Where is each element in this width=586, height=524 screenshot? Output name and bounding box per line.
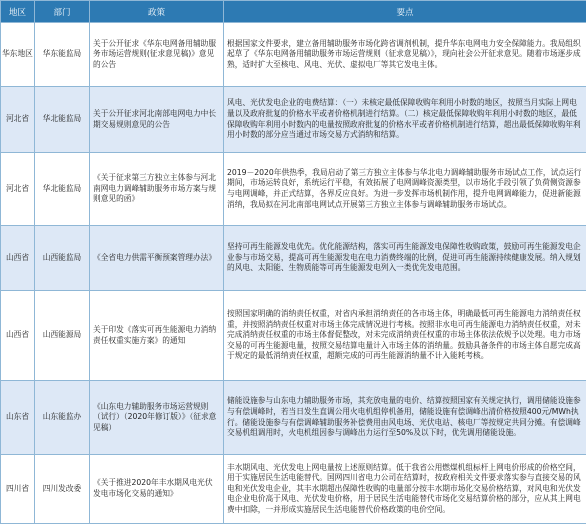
cell-policy: 《全省电力供需平衡预案管理办法》 — [90, 226, 224, 291]
cell-department: 四川发改委 — [35, 455, 90, 524]
cell-policy: 关于公开征求《华东电网备用辅助服务市场运营规则(征求意见稿)》意见的公告 — [90, 23, 224, 87]
cell-department: 山东能监办 — [35, 381, 90, 455]
table-row — [1, 291, 586, 381]
cell-region: 山西省 — [1, 291, 35, 381]
cell-department: 华北能监局 — [35, 153, 90, 226]
cell-department: 山西能监局 — [35, 226, 90, 291]
cell-region: 山东省 — [1, 381, 35, 455]
table-row — [1, 87, 586, 153]
cell-points: 2019－2020年供热季，我局启动了第三方独立主体参与华北电力调峰辅助服务市场试点工作，试点运行期间，市场运转良好，系统运行平稳，有效拓展了电网调峰资源类型，以市场化手段引领了负荷侧资源参与电网调峰，并正式结算，各界反应良好。为进一步发挥市场机制作用，提升电网调峰能力，促进新能源消纳，我局拟在河北南部电网试点开展第三方独立主体参与调峰辅助服务市场试点。 — [224, 153, 586, 226]
table-row — [1, 153, 586, 226]
cell-policy: 关于印发《落实可再生能源电力消纳责任权重实施方案》的通知 — [90, 291, 224, 381]
cell-region: 山西省 — [1, 226, 35, 291]
cell-region: 四川省 — [1, 455, 35, 524]
cell-points: 按照国家明确的消纳责任权重，对省内承担消纳责任的各市场主体，明确最低可再生能源电力消纳责任权重，并按照消纳责任权重对市场主体完成情况进行考核。按照非水电可再生能源电力消纳责任权重，对未完成消纳责任权重的市场主体督促整改，对未完成消纳责任权重的市场主体依法依规予以处理。电力市场交易的可再生能源电量，按照交易结算电量计入市场主体的消纳量。鼓励具备条件的市场主体自愿完成高于规定的最低消纳责任权重，超额完成的可再生能源消纳量不计入能耗考核。 — [224, 291, 586, 381]
cell-department: 华东能监局 — [35, 23, 90, 87]
cell-region: 华东地区 — [1, 23, 35, 87]
cell-region: 河北省 — [1, 153, 35, 226]
table-row — [1, 381, 586, 455]
cell-points: 坚持可再生能源发电优先。优化能源结构，落实可再生能源发电保障性收购政策，鼓励可再生能源发电企业参与市场交易，提高可再生能源发电在电力消费终端的比例，促进可再生能源持续健康发展。纳入规划的风电、太阳能、生物质能等可再生能源发电列入一类优先发电范围。 — [224, 226, 586, 291]
header-region: 地区 — [1, 1, 35, 23]
cell-policy: 《关于征求第三方独立主体参与河北南网电力调峰辅助服务市场方案与规则意见的函》 — [90, 153, 224, 226]
cell-points: 储能设施参与山东电力辅助服务市场，其充放电量的电价、结算按照国家有关规定执行，调用储能设施参与有偿调峰时，若当日发生直调公用火电机组停机备用，储能设施有偿调峰出清价格按照400元/MWh执行。储能设施参与有偿调峰辅助服务补偿费用由风电场、光伏电站、核电厂等按规定共同分摊。有偿调峰交易机组调用时，火电机组因参与调峰出力运行至50%及以下时，优先调用储能设施。 — [224, 381, 586, 455]
cell-points: 风电、光伏发电企业的电费结算：（一）未核定最低保障收购年利用小时数的地区，按照当月实际上网电量以及政府批复的价格水平或者价格机制进行结算。（二）核定最低保障收购年利用小时数的地区，最低保障收购年利用小时数内的电量按照政府批复的价格水平或者价格机制进行结算，超出最低保障收购年利用小时数的部分应当通过市场交易方式消纳和结算。 — [224, 87, 586, 153]
header-department: 部门 — [35, 1, 90, 23]
cell-points: 根据国家文件要求，建立备用辅助服务市场化跨省调剂机制，提升华东电网电力安全保障能力。我局组织起草了《华东电网备用辅助服务市场运营规则（征求意见稿）》，现向社会公开征求意见。随着市场逐步成熟，适时扩大至核电、风电、光伏、虚拟电厂等其它发电主体。 — [224, 23, 586, 87]
header-points: 要点 — [224, 1, 586, 23]
table-row — [1, 226, 586, 291]
cell-policy: 《山东电力辅助服务市场运营规则（试行）（2020年修订版）》（征求意见稿） — [90, 381, 224, 455]
cell-region: 河北省 — [1, 87, 35, 153]
cell-policy: 关于公开征求河北南部电网电力中长期交易规则意见的公告 — [90, 87, 224, 153]
table-row — [1, 455, 586, 524]
table-row — [1, 23, 586, 87]
cell-department: 山西能源局 — [35, 291, 90, 381]
cell-department: 华北能监局 — [35, 87, 90, 153]
cell-policy: 《关于推进2020年丰水期风电光伏发电市场化交易的通知》 — [90, 455, 224, 524]
header-row — [1, 1, 586, 23]
header-policy: 政策 — [90, 1, 224, 23]
cell-points: 丰水期风电、光伏发电上网电量按上述原则结算。低于我省公用燃煤机组标杆上网电价形成的价格空间，用于实施居民生活电能替代。国网四川省电力公司在结算时，按政府相关文件要求落实参与直接交易的风电和光伏发电企业，其丰水期超出保障性收购的电量部分按丰水期市场化交易价格结算，对风电和光伏发电企业电价高于风电、光伏发电价格，用于居民生活电能替代市场化交易结算价格的部分，应从其上网电费中扣除，一并形成实施居民生活电能替代价格政策的电价空间。 — [224, 455, 586, 524]
